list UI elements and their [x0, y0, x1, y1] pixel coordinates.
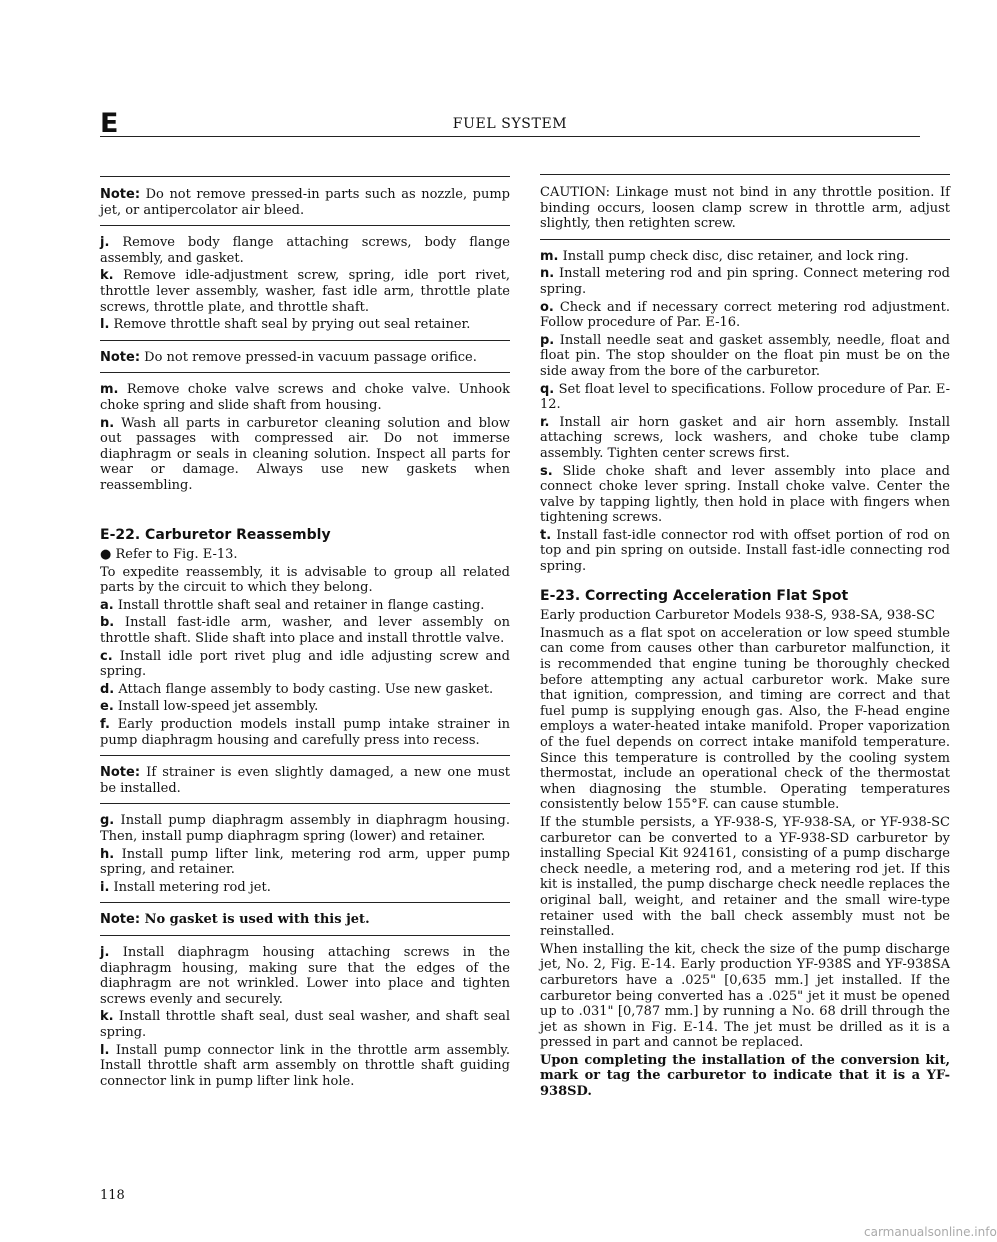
- step-o: o. Check and if necessary correct metering rod adjustment. Follow procedure of Par. E-16.: [540, 299, 950, 331]
- flat-spot-paragraph-3: When installing the kit, check the size of the pump discharge jet, No. 2, Fig. E-14. Early production YF-938S and YF-938SA carburetors have a .025" [0,635 mm.] jet installed. If the carburetor being converted has a .025" jet it must be opened up to .031" [0,787 mm.] by running a No. 68 drill through the jet as shown in Fig. E-14. The jet must be drilled as it is a pressed in part and cannot be replaced.: [540, 941, 950, 1051]
- step-m-check-disc: m. Install pump check disc, disc retainer, and lock ring.: [540, 248, 909, 264]
- step-c: c. Install idle port rivet plug and idle adjusting screw and spring.: [100, 648, 510, 680]
- step-l2: l. Install pump connector link in the throttle arm assembly. Install throttle shaft arm assembly on throttle shaft guiding connector link in pump lifter link hole.: [100, 1042, 510, 1089]
- right-column: [540, 170, 950, 1102]
- section-letter: E: [100, 108, 119, 139]
- step-j2: j. Install diaphragm housing attaching screws in the diaphragm housing, making sure that the edges of the diaphragm are not wrinkled. Lower into place and tighten screws evenly and securely.: [100, 944, 510, 1007]
- step-f: f. Early production models install pump intake strainer in pump diaphragm housing and carefully press into recess.: [100, 717, 510, 756]
- step-a: a. Install throttle shaft seal and retainer in flange casting.: [100, 597, 485, 613]
- step-e: e. Install low-speed jet assembly.: [100, 699, 319, 715]
- step-l-remove-seal: l. Remove throttle shaft seal by prying out seal retainer.: [100, 317, 510, 341]
- step-m-remove-choke: m. Remove choke valve screws and choke valve. Unhook choke spring and slide shaft from housing.: [100, 382, 510, 413]
- step-n-metering-rod: n. Install metering rod and pin spring. Connect metering rod spring.: [540, 266, 950, 297]
- note-vacuum-orifice: Note: Do not remove pressed-in vacuum passage orifice.: [100, 350, 510, 374]
- section-heading-e23: E-23. Correcting Acceleration Flat Spot: [540, 587, 849, 604]
- page-title: FUEL SYSTEM: [452, 116, 568, 132]
- step-k-remove-idle: k. Remove idle-adjustment screw, spring, idle port rivet, throttle lever assembly, washer, fast idle arm, throttle plate screws, throttle plate, and throttle shaft.: [100, 268, 510, 315]
- note-strainer: Note: If strainer is even slightly damaged, a new one must be installed.: [100, 765, 510, 804]
- header-rule: [100, 136, 920, 137]
- step-n-wash-parts: n. Wash all parts in carburetor cleaning solution and blow out passages with compressed air. Do not immerse diaphragm or seals in cleaning solution. Inspect all parts for wear or damage. Always use new gaskets when reassembling.: [100, 415, 510, 493]
- step-i: i. Install metering rod jet.: [100, 880, 510, 904]
- step-q: q. Set float level to specifications. Follow procedure of Par. E-12.: [540, 381, 950, 413]
- left-column: [100, 172, 510, 1091]
- step-j-remove-flange: j. Remove body flange attaching screws, body flange assembly, and gasket.: [100, 235, 510, 266]
- figure-reference: ● Refer to Fig. E-13.: [100, 547, 238, 563]
- section-subheading: Early production Carburetor Models 938-S, 938-SA, 938-SC: [540, 608, 935, 624]
- step-s: s. Slide choke shaft and lever assembly into place and connect choke lever spring. Install choke valve. Center the valve by tapping lightly, then hold in place with fingers when tightening screws.: [540, 463, 950, 526]
- note-pressed-in-parts: Note: Do not remove pressed-in parts such as nozzle, pump jet, or antipercolator air bleed.: [100, 176, 510, 226]
- step-r: r. Install air horn gasket and air horn assembly. Install attaching screws, lock washers, and choke tube clamp assembly. Tighten center screws first.: [540, 414, 950, 461]
- step-h: h. Install pump lifter link, metering rod arm, upper pump spring, and retainer.: [100, 846, 510, 878]
- note-no-gasket: Note: No gasket is used with this jet.: [100, 912, 510, 936]
- site-watermark: carmanualsonline.info: [864, 1225, 997, 1239]
- step-b: b. Install fast-idle arm, washer, and lever assembly on throttle shaft. Slide shaft into place and install throttle valve.: [100, 615, 510, 647]
- flat-spot-paragraph-1: Inasmuch as a flat spot on acceleration or low speed stumble can come from causes other than carburetor malfunction, it is recommended that engine tuning be thoroughly checked before attempting any actual carburetor work. Make sure that ignition, compression, and timing are correct and that fuel pump is supplying enough gas. Also, the F-head engine employs a water-heated intake manifold. Proper vaporization of the fuel depends on correct intake manifold temperature. Since this temperature is controlled by the cooling system thermostat, include an operational check of the thermostat when diagnosing the stumble. Operating temperatures consistently below 155°F. can cause stumble.: [540, 625, 950, 813]
- caution-linkage: CAUTION: Linkage must not bind in any throttle position. If binding occurs, loosen clamp screw in throttle arm, adjust slightly, then retighten screw.: [540, 174, 950, 240]
- flat-spot-paragraph-2: If the stumble persists, a YF-938-S, YF-938-SA, or YF-938-SC carburetor can be converted to a YF-938-SD carburetor by installing Special Kit 924161, consisting of a pump discharge check needle, a metering rod, and a metering rod jet. If this kit is installed, the pump discharge check needle replaces the original ball, weight, and retainer and the small wire-type retainer used with the ball check assembly must not be reinstalled.: [540, 814, 950, 940]
- page-header: [100, 108, 920, 138]
- reassembly-intro: To expedite reassembly, it is advisable to group all related parts by the circuit to which they belong.: [100, 564, 510, 596]
- step-k2: k. Install throttle shaft seal, dust seal washer, and shaft seal spring.: [100, 1009, 510, 1040]
- step-p: p. Install needle seat and gasket assembly, needle, float and float pin. The stop shoulder on the float pin must be on the side away from the bore of the carburetor.: [540, 332, 950, 379]
- page-number: 118: [100, 1188, 125, 1203]
- section-heading-e22: E-22. Carburetor Reassembly: [100, 526, 331, 543]
- step-d: d. Attach flange assembly to body casting. Use new gasket.: [100, 681, 494, 697]
- step-g: g. Install pump diaphragm assembly in diaphragm housing. Then, install pump diaphragm spring (lower) and retainer.: [100, 813, 510, 844]
- flat-spot-paragraph-4: Upon completing the installation of the conversion kit, mark or tag the carburetor to indicate that it is a YF-938SD.: [540, 1052, 950, 1100]
- step-t: t. Install fast-idle connector rod with offset portion of rod on top and pin spring on outside. Install fast-idle connecting rod spring.: [540, 527, 950, 575]
